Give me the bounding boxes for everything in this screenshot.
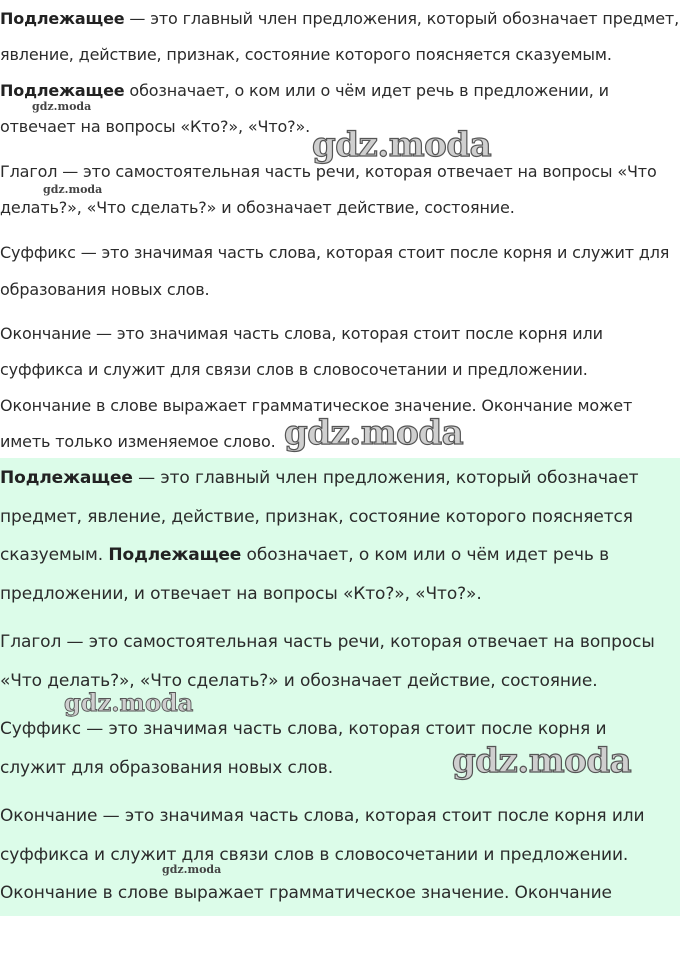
paragraph-line: Суффикс — это значимая часть слова, которая стоит после корня и xyxy=(0,719,607,739)
bold-term: Подлежащее xyxy=(108,545,242,565)
paragraph-line: предмет, явление, действие, признак, состояние которого поясняется xyxy=(0,507,633,527)
watermark-logo: gdz.moda xyxy=(452,741,632,781)
watermark-logo: gdz.moda xyxy=(162,863,222,876)
paragraph-line: образования новых слов. xyxy=(0,280,210,299)
line-text: обозначает, о ком или о чём идет речь в предложении, и xyxy=(124,81,609,100)
paragraph-line: делать?», «Что сделать?» и обозначает действие, состояние. xyxy=(0,198,515,217)
paragraph-line: явление, действие, признак, состояние которого поясняется сказуемым. xyxy=(0,45,612,64)
paragraph-line: Глагол — это самостоятельная часть речи, которая отвечает на вопросы xyxy=(0,632,655,652)
watermark-logo: gdz.moda xyxy=(32,100,92,113)
watermark-logo: gdz.moda xyxy=(43,183,103,196)
paragraph-line xyxy=(0,9,679,28)
paragraph-line: Суффикс — это значимая часть слова, которая стоит после корня и служит для xyxy=(0,243,670,262)
watermark-logo: gdz.moda xyxy=(64,688,194,717)
watermark-logo: gdz.moda xyxy=(312,125,492,165)
paragraph-line: предложении, и отвечает на вопросы «Кто?», «Что?». xyxy=(0,584,482,604)
paragraph-line: суффикса и служит для связи слов в словосочетании и предложении. xyxy=(0,360,588,379)
watermark-logo: gdz.moda xyxy=(284,413,464,453)
line-text: — это главный член предложения, который обозначает предмет, xyxy=(124,9,680,28)
paragraph-line: суффикса и служит для связи слов в словосочетании и предложении. xyxy=(0,845,629,865)
paragraph-line: служит для образования новых слов. xyxy=(0,758,334,778)
paragraph-line: «Что делать?», «Что сделать?» и обозначает действие, состояние. xyxy=(0,671,598,691)
bold-term: Подлежащее xyxy=(0,9,125,28)
paragraph-line: Окончание — это значимая часть слова, которая стоит после корня или xyxy=(0,324,603,343)
paragraph-line xyxy=(0,468,638,488)
line-text: обозначает, о ком или о чём идет речь в xyxy=(241,545,610,565)
paragraph-line: иметь только изменяемое слово. xyxy=(0,432,276,451)
paragraph-line xyxy=(0,545,609,565)
paragraph-line: Окончание в слове выражает грамматическое значение. Окончание может xyxy=(0,396,633,415)
bold-term: Подлежащее xyxy=(0,81,125,100)
paragraph-line: Окончание в слове выражает грамматическое значение. Окончание xyxy=(0,883,612,903)
paragraph-line: Глагол — это самостоятельная часть речи, которая отвечает на вопросы «Что xyxy=(0,162,657,181)
bold-term: Подлежащее xyxy=(0,468,133,488)
line-text: — это главный член предложения, который обозначает xyxy=(132,468,639,488)
paragraph-line: отвечает на вопросы «Кто?», «Что?». xyxy=(0,117,311,136)
paragraph-line xyxy=(0,81,609,100)
paragraph-line: Окончание — это значимая часть слова, которая стоит после корня или xyxy=(0,806,645,826)
line-text: сказуемым. xyxy=(0,545,109,565)
